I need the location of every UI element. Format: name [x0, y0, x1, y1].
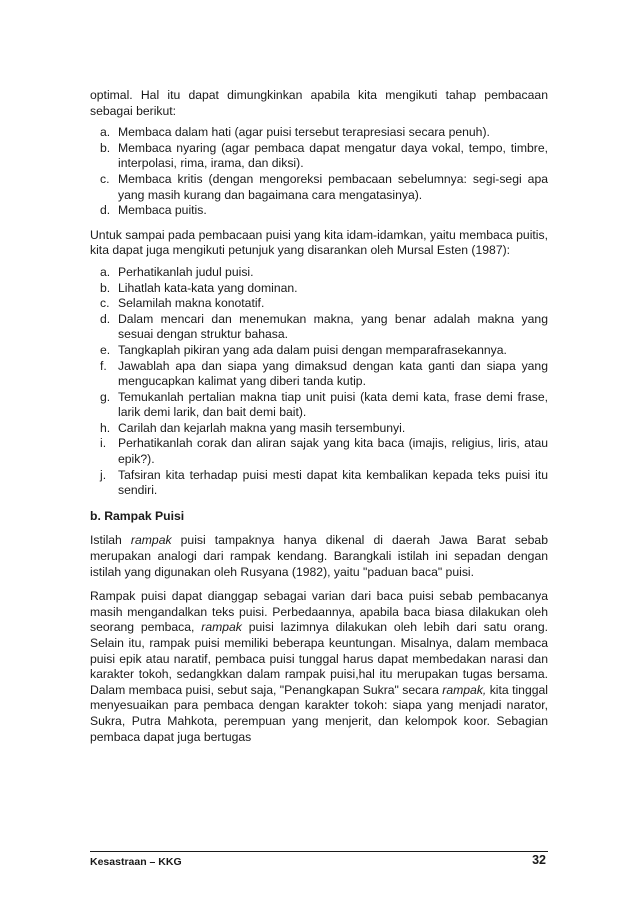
footer-title: Kesastraan – KKG	[90, 856, 182, 868]
list-item-text: Membaca nyaring (agar pembaca dapat mengatur daya vokal, tempo, timbre, interpolasi, rima, irama, dan diksi).	[118, 140, 548, 171]
text-run: Rampak puisi dapat dianggap sebagai varian dari baca puisi sebab pembacanya masih mengandalkan teks puisi. Perbedaannya, apabila baca biasa dilakukan oleh seorang pembaca,	[90, 589, 548, 635]
list-item-text: Membaca puitis.	[118, 203, 207, 218]
paragraph-intro: optimal. Hal itu dapat dimungkinkan apabila kita mengikuti tahap pembacaan sebagai berikut:	[90, 88, 548, 118]
list-item	[100, 265, 548, 281]
list-marker: d.	[100, 311, 111, 326]
list-marker: i.	[100, 436, 107, 451]
page-number: 32	[532, 853, 546, 867]
list-marker: j.	[100, 467, 107, 482]
list-item	[100, 468, 548, 499]
list-marker: b.	[100, 140, 111, 155]
list-marker: f.	[100, 358, 107, 373]
list-marker: e.	[100, 342, 111, 357]
list-item	[100, 125, 548, 141]
list-item-text: Perhatikanlah corak dan aliran sajak yang kita baca (imajis, religius, liris, atau epik?).	[118, 436, 548, 467]
text-run: Istilah	[90, 533, 131, 548]
list-item-text: Membaca kritis (dengan mengoreksi pembacaan sebelumnya: segi-segi apa yang masih kurang dan bagaimana cara mengatasinya).	[118, 171, 548, 202]
reading-stages-list	[90, 125, 548, 219]
paragraph-esten: Untuk sampai pada pembacaan puisi yang kita idam-idamkan, yaitu membaca puitis, kita dapat juga mengikuti petunjuk yang disarankan oleh Mursal Esten (1987):	[90, 227, 548, 258]
list-marker: g.	[100, 389, 111, 404]
list-marker: c.	[100, 296, 110, 311]
list-item	[100, 281, 548, 297]
list-item	[100, 141, 548, 172]
list-marker: a.	[100, 125, 111, 140]
section-heading: b. Rampak Puisi	[90, 508, 185, 523]
list-marker: h.	[100, 420, 111, 435]
paragraph-rampak-definition	[90, 533, 548, 580]
emphasis-rampak: rampak	[130, 533, 172, 548]
list-item	[100, 390, 548, 421]
list-item	[100, 203, 548, 219]
list-item	[100, 343, 548, 359]
list-item-text: Dalam mencari dan menemukan makna, yang benar adalah makna yang sesuai dengan struktur bahasa.	[118, 311, 548, 342]
list-item-text: Perhatikanlah judul puisi.	[118, 264, 254, 279]
list-item-text: Selamilah makna konotatif.	[118, 296, 265, 311]
list-item-text: Jawablah apa dan siapa yang dimaksud dengan kata ganti dan siapa yang mengucapkan kalimat yang diberi tanda kutip.	[118, 358, 548, 389]
text-run: puisi tampaknya hanya dikenal di daerah Jawa Barat sebab merupakan analogi dari rampak kendang. Barangkali istilah ini sepadan dengan istilah yang digunakan oleh Rusyana (1982), yaitu "paduan baca" puisi.	[90, 533, 548, 579]
list-item	[100, 312, 548, 343]
list-item-text: Membaca dalam hati (agar puisi tersebut terapresiasi secara penuh).	[118, 125, 490, 140]
text-run: kita tinggal menyesuaikan para pembaca dengan karakter tokoh: siapa yang menjadi narator, Sukra, Putra Mahkota, perempuan yang menjerit, dan kelompok koor. Sebagian pembaca dapat juga bertugas	[90, 682, 549, 744]
page-body	[90, 88, 548, 745]
list-item	[100, 421, 548, 437]
list-item-text: Carilah dan kejarlah makna yang masih tersembunyi.	[118, 420, 406, 435]
list-item	[100, 436, 548, 467]
list-marker: d.	[100, 203, 111, 218]
list-item	[100, 172, 548, 203]
paragraph-rampak-variant	[90, 589, 548, 745]
text-run: puisi lazimnya dilakukan oleh lebih dari satu orang. Selain itu, rampak puisi memiliki beberapa keuntungan. Misalnya, dalam membaca puisi epik atau naratif, pembaca puisi tunggal harus dapat membedakan narasi dan karakter tokoh, sedangkkan dalam rampak puisi,hal itu merupakan tugas bersama. Dalam membaca puisi, sebut saja, "Penangkapan Sukra" secara	[90, 620, 549, 697]
list-item-text: Temukanlah pertalian makna tiap unit puisi (kata demi kata, frase demi frase, larik demi larik, dan bait demi bait).	[118, 389, 548, 420]
emphasis-rampak: rampak,	[442, 682, 487, 697]
list-item-text: Tafsiran kita terhadap puisi mesti dapat kita kembalikan kepada teks puisi itu sendiri.	[118, 467, 548, 498]
page-footer	[90, 851, 548, 868]
list-item-text: Lihatlah kata-kata yang dominan.	[118, 280, 298, 295]
esten-guidelines-list	[90, 265, 548, 499]
list-item-text: Tangkaplah pikiran yang ada dalam puisi dengan memparafrasekannya.	[118, 342, 507, 357]
list-marker: c.	[100, 171, 110, 186]
emphasis-rampak: rampak	[201, 620, 242, 635]
list-item	[100, 296, 548, 312]
list-item	[100, 359, 548, 390]
list-marker: b.	[100, 280, 111, 295]
list-marker: a.	[100, 264, 111, 279]
